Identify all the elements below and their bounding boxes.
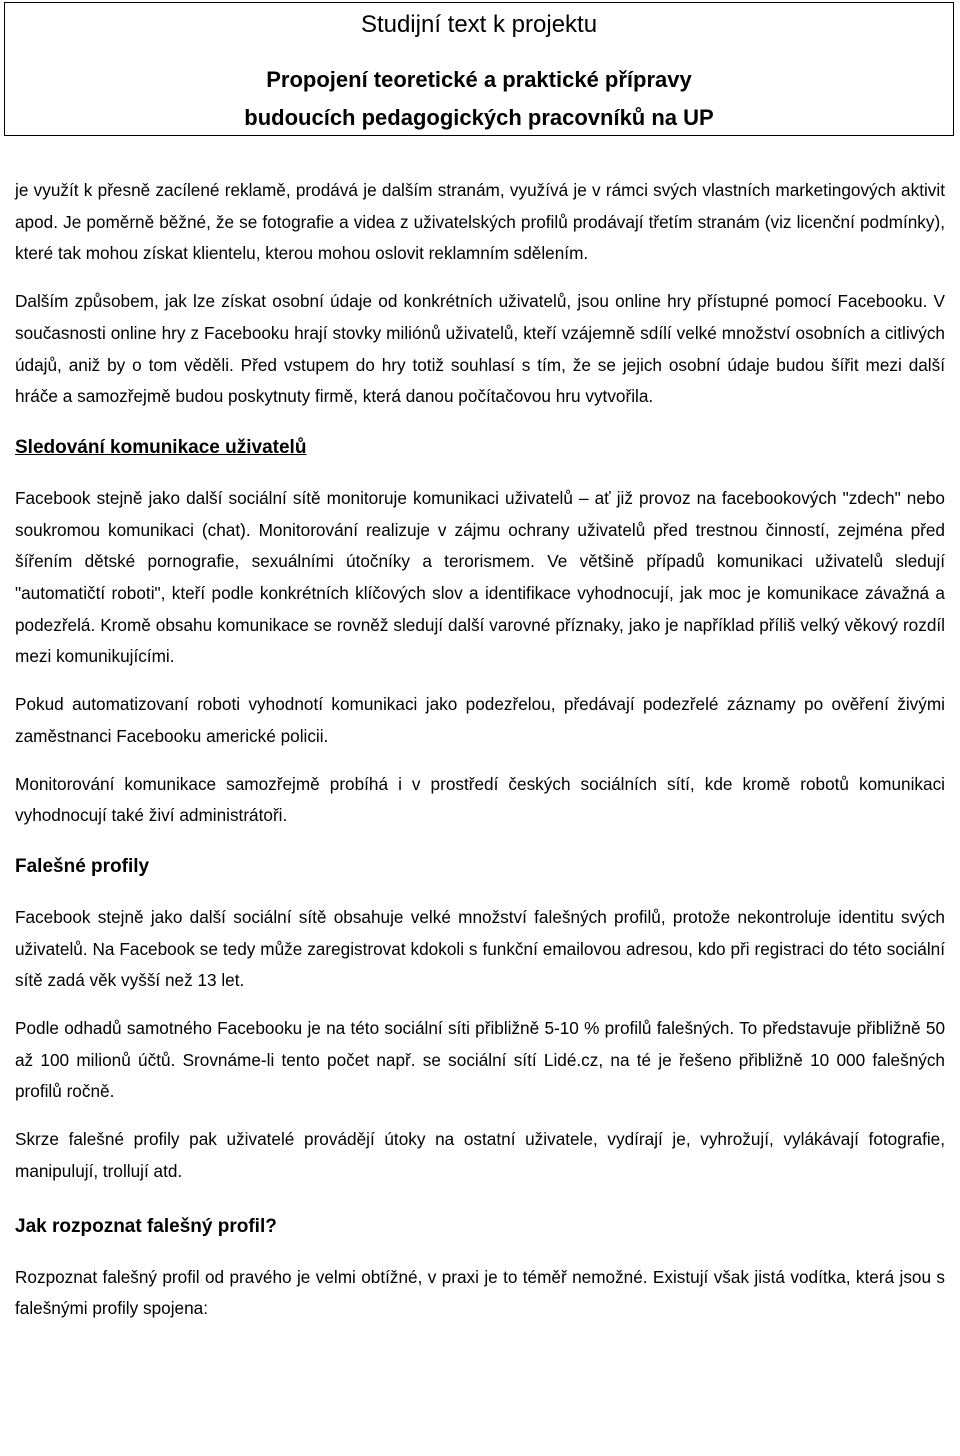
section-heading-fake-profiles: Falešné profily xyxy=(15,855,150,877)
document-header xyxy=(4,2,954,136)
section-heading-recognize-fake-profile: Jak rozpoznat falešný profil? xyxy=(15,1215,277,1237)
paragraph: Skrze falešné profily pak uživatelé provádějí útoky na ostatní uživatele, vydírají je, vyhrožují, vylákávají fotografie, manipulují, trollují atd. xyxy=(15,1129,945,1181)
document-body xyxy=(15,175,945,1341)
paragraph: Monitorování komunikace samozřejmě probíhá i v prostředí českých sociálních sítí, kde kromě robotů komunikaci vyhodnocují také živí administrátoři. xyxy=(15,773,945,826)
header-title xyxy=(5,61,953,137)
paragraph: Rozpoznat falešný profil od pravého je velmi obtížné, v praxi je to téměř nemožné. Existují však jistá vodítka, která jsou s falešnými profily spojena: xyxy=(15,1266,945,1319)
header-title-line-2: budoucích pedagogických pracovníků na UP xyxy=(244,105,714,130)
paragraph: Podle odhadů samotného Facebooku je na této sociální síti přibližně 5-10 % profilů falešných. To představuje přibližně 50 až 100 milionů účtů. Srovnáme-li tento počet např. se sociální sítí Lidé.cz, na té je řešeno přibližně 10 000 falešných profilů ročně. xyxy=(15,1018,945,1102)
header-subtitle: Studijní text k projektu xyxy=(360,11,598,38)
paragraph: Facebook stejně jako další sociální sítě monitoruje komunikaci uživatelů – ať již provoz na facebookových "zdech" nebo soukromou komunikaci (chat). Monitorování realizuje v zájmu ochrany uživatelů před trestnou činností, zejména před šířením dětské pornografie, sexuálními útočníky a terorismem. Ve většině případů komunikaci uživatelů sledují "automatičtí roboti", kteří podle konkrétních klíčových slov a identifikace vyhodnocují, jak moc je komunikace závažná a podezřelá. Kromě obsahu komunikace se rovněž sledují další varovné příznaky, jako je například příliš velký věkový rozdíl mezi komunikujícími. xyxy=(15,487,945,667)
paragraph: Facebook stejně jako další sociální sítě obsahuje velké množství falešných profilů, protože nekontroluje identitu svých uživatelů. Na Facebook se tedy může zaregistrovat kdokoli s funkční emailovou adresou, kdo při registraci do této sociální sítě zadá věk vyšší než 13 let. xyxy=(15,906,945,991)
paragraph: Dalším způsobem, jak lze získat osobní údaje od konkrétních uživatelů, jsou online hry přístupné pomocí Facebooku. V současnosti online hry z Facebooku hrají stovky miliónů uživatelů, kteří vzájemně sdílí velké množství osobních a citlivých údajů, aniž by o tom věděli. Před vstupem do hry totiž souhlasí s tím, že se jejich osobní údaje budou šířit mezi další hráče a samozřejmě budou poskytnuty firmě, která danou počítačovou hru vytvořila. xyxy=(15,291,945,407)
paragraph: Pokud automatizovaní roboti vyhodnotí komunikaci jako podezřelou, předávají podezřelé záznamy po ověření živými zaměstnanci Facebooku americké policii. xyxy=(15,694,945,746)
section-heading-communication-monitoring: Sledování komunikace uživatelů xyxy=(15,436,307,458)
header-title-line-1: Propojení teoretické a praktické přípravy xyxy=(266,67,692,92)
paragraph: je využít k přesně zacílené reklamě, prodává je dalším stranám, využívá je v rámci svých vlastních marketingových aktivit apod. Je poměrně běžné, že se fotografie a videa z uživatelských profilů prodávají třetím stranám (viz licenční podmínky), které tak mohou získat klientelu, kterou mohou oslovit reklamním sdělením. xyxy=(15,180,945,264)
